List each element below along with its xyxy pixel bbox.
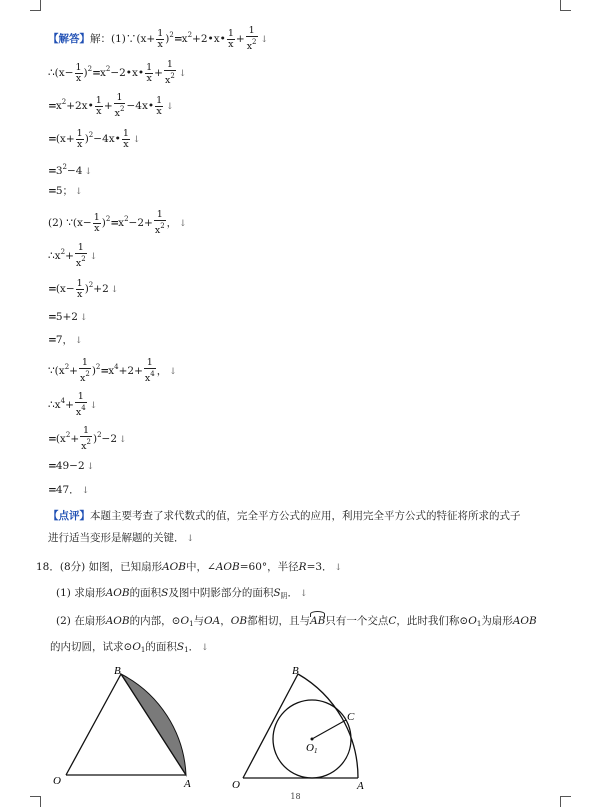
page-number: 18 xyxy=(290,792,301,801)
solution-tag: 【解答】 xyxy=(48,33,90,45)
comment-text-2: 进行适当变形是解题的关键． xyxy=(48,532,185,544)
arc-ab-label: AB xyxy=(310,615,326,627)
label-o: O xyxy=(53,775,61,787)
center-o1 xyxy=(311,738,314,741)
figure-sector-shaded xyxy=(50,662,230,792)
solution-line-14: $=(x^2+$ $\frac{1}{x^2}$ )$^2$−2 ↓ xyxy=(48,425,127,452)
comment-tag: 【点评】 xyxy=(48,510,90,522)
comment-block: 【点评】本题主要考查了求代数式的值，完全平方公式的应用，利用完全平方公式的特征将所求的式子 进行适当变形是解题的关键． ↓ xyxy=(48,510,521,544)
problem-18-question-2b: 的内切圆，试求$⊙O_1$的面积$S_1$． ↓ xyxy=(50,641,209,654)
solution-line-2: ∴(x− $\frac{1}{x}$ )$^2=x^2-2•x•$ $\frac{1}{x}$ + $\frac{1}{x^2}$ ↓ xyxy=(48,59,187,86)
solution-line-4: =(x+ $\frac{1}{x}$ )$^2$−4x• $\frac{1}{x}$ ↓ xyxy=(48,127,141,150)
radius-ob xyxy=(66,674,121,775)
solution-line-11: =7， ↓ xyxy=(48,334,83,346)
label-a-2: A xyxy=(357,780,364,792)
solution-line-12: $\because(x^2+$ $\frac{1}{x^2}$ )$^2=x^4+2+$ $\frac{1}{x^4}$ ， ↓ xyxy=(48,357,177,384)
figure-sector-incircle xyxy=(232,662,382,792)
solution-line-15: =49−2 ↓ xyxy=(48,460,95,472)
problem-18-question-1: (1) 求扇形AOB的面积S及图中阴影部分的面积$S_阴$． ↓ xyxy=(56,587,308,600)
solution-line-7: (2) ∵(x− $\frac{1}{x}$ )$^2=x^2-2+$ $\frac{1}{x^2}$ ， ↓ xyxy=(48,209,187,236)
solution-line-8: $\therefore x^2+$ $\frac{1}{x^2}$ ↓ xyxy=(48,242,98,269)
solution-line-1: 【解答】解：(1)∵(x+ $\frac{1}{x}$ )$^2=x^2+2•x•$ $\frac{1}{x}$ + $\frac{1}{x^2}$ ↓ xyxy=(48,25,269,52)
solution-line-16: =47． ↓ xyxy=(48,484,90,496)
solution-line-6: =5； ↓ xyxy=(48,185,83,197)
solution-line-9: =(x− $\frac{1}{x}$ )$^2$+2 ↓ xyxy=(48,277,119,300)
solution-line-5: $=3^2-4$ ↓ xyxy=(48,163,92,177)
comment-text-1: 本题主要考查了求代数式的值，完全平方公式的应用，利用完全平方公式的特征将所求的式子 xyxy=(90,510,521,522)
solution-line-3: $=x^2+2x•$ $\frac{1}{x}$ + $\frac{1}{x^2}$ −4x• $\frac{1}{x}$ ↓ xyxy=(48,92,174,119)
solution-line-13: $\therefore x^4+$ $\frac{1}{x^4}$ ↓ xyxy=(48,391,98,418)
chord-ab xyxy=(121,674,186,775)
label-b: B xyxy=(114,665,121,677)
corner-mark-top-left xyxy=(30,0,41,11)
radius-o1c xyxy=(312,720,346,739)
problem-18-header: 18．(8分) 如图，已知扇形AOB中，∠AOB=60°，半径R=3． ↓ xyxy=(36,561,343,573)
radius-ob-2 xyxy=(243,674,298,778)
label-c: C xyxy=(347,711,355,723)
label-a: A xyxy=(184,778,191,790)
corner-mark-top-right xyxy=(560,0,571,11)
solution-intro: 解：(1) xyxy=(90,33,126,45)
label-o1: O1 xyxy=(306,742,318,755)
label-b-2: B xyxy=(292,665,299,677)
problem-18-question-2a: (2) 在扇形AOB的内部，$⊙O_1$与OA，OB都相切，且与AB只有一个交点C，此时我们称$⊙O_1$为扇形AOB xyxy=(56,615,537,628)
solution-line-10: =5+2 ↓ xyxy=(48,311,88,323)
label-o-2: O xyxy=(232,779,240,791)
